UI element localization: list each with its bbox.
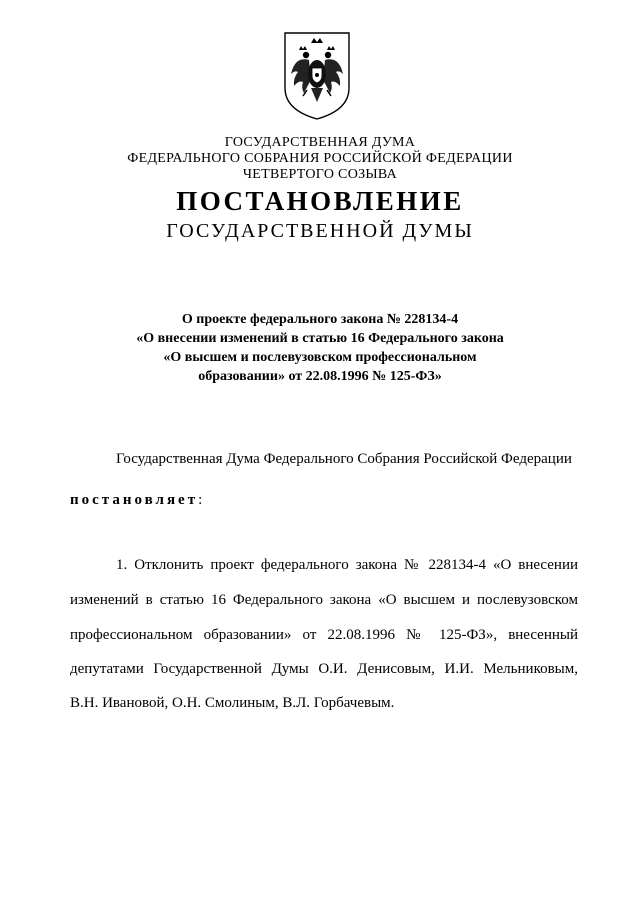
russian-coat-of-arms-icon bbox=[281, 30, 353, 122]
preamble-text: Государственная Дума Федерального Собрания Российской Федерации bbox=[116, 451, 572, 467]
paragraph-1-line-1: 1. Отклонить проект федерального закона № 228134-4 «О внесении bbox=[116, 557, 578, 573]
org-name-line2: ФЕДЕРАЛЬНОГО СОБРАНИЯ РОССИЙСКОЙ ФЕДЕРАЦИИ bbox=[127, 151, 513, 166]
decree-word: постановляет bbox=[70, 492, 199, 508]
convocation-line: ЧЕТВЕРТОГО СОЗЫВА bbox=[242, 167, 398, 182]
org-name-line1: ГОСУДАРСТВЕННАЯ ДУМА bbox=[224, 135, 416, 150]
paragraph-1-line-4: депутатами Государственной Думы О.И. Денисовым, И.И. Мельниковым, bbox=[70, 661, 578, 677]
subject-line-4: образовании» от 22.08.1996 № 125-ФЗ» bbox=[198, 369, 442, 384]
subject-line-1: О проекте федерального закона № 228134-4 bbox=[181, 312, 459, 327]
subject-line-3: «О высшем и послевузовском профессиональном bbox=[163, 350, 477, 365]
decree-statement bbox=[70, 492, 202, 509]
decree-colon: : bbox=[198, 492, 203, 508]
paragraph-1-line-5: В.Н. Ивановой, О.Н. Смолиным, В.Л. Горбачевым. bbox=[70, 695, 395, 711]
subject-line-2: «О внесении изменений в статью 16 Федерального закона bbox=[136, 331, 504, 346]
document-issuer-subtitle: ГОСУДАРСТВЕННОЙ ДУМЫ bbox=[166, 220, 474, 242]
paragraph-1-line-2: изменений в статью 16 Федерального закона «О высшем и послевузовском bbox=[70, 592, 578, 608]
paragraph-1-line-3: профессиональном образовании» от 22.08.1996 № 125-ФЗ», внесенный bbox=[70, 627, 578, 643]
document-type-title: ПОСТАНОВЛЕНИЕ bbox=[176, 186, 464, 216]
